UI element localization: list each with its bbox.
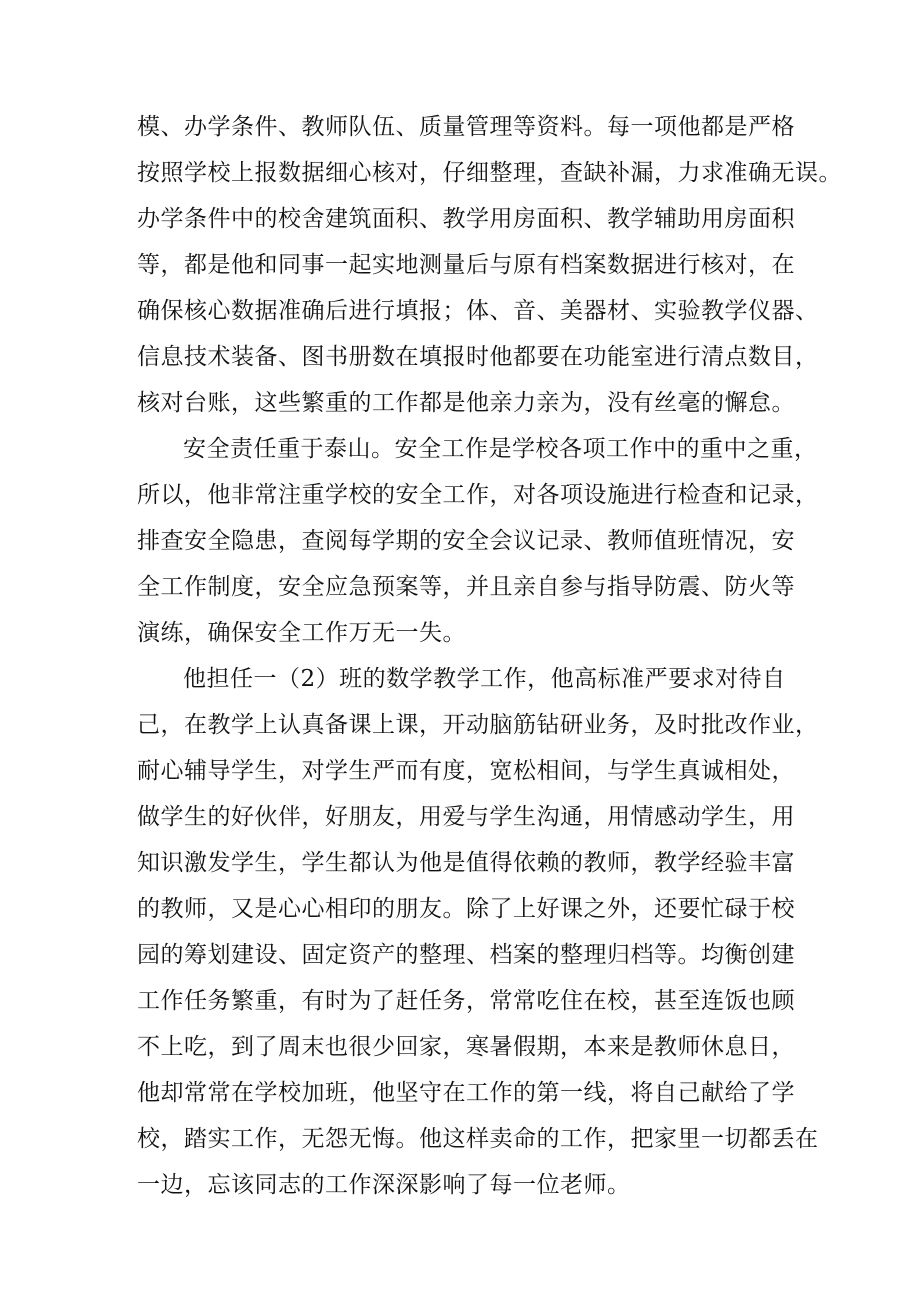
- text-line: 他却常常在学校加班，他坚守在工作的第一线，将自己献给了学: [137, 1080, 795, 1106]
- text-line: 一边，忘该同志的工作深深影响了每一位老师。: [137, 1172, 631, 1198]
- text-line: 确保核心数据准确后进行填报；体、音、美器材、实验教学仪器、: [137, 298, 819, 324]
- text-line: 等，都是他和同事一起实地测量后与原有档案数据进行核对，在: [137, 252, 795, 278]
- text-line: 信息技术装备、图书册数在填报时他都要在功能室进行清点数目，: [137, 344, 819, 370]
- text-line: 己，在教学上认真备课上课，开动脑筋钻研业务，及时批改作业，: [137, 712, 819, 738]
- text-line: 按照学校上报数据细心核对，仔细整理，查缺补漏，力求准确无误。: [137, 160, 842, 186]
- text-line: 核对台账，这些繁重的工作都是他亲力亲为，没有丝毫的懈怠。: [137, 390, 795, 416]
- paragraph-first-line: 安全责任重于泰山。安全工作是学校各项工作中的重中之重，: [183, 436, 818, 462]
- text-line: 的教师，又是心心相印的朋友。除了上好课之外，还要忙碌于校: [137, 896, 795, 922]
- text-line: 耐心辅导学生，对学生严而有度，宽松相间，与学生真诚相处，: [137, 758, 795, 784]
- text-line: 不上吃，到了周末也很少回家，寒暑假期，本来是教师休息日，: [137, 1034, 795, 1060]
- paragraph-first-line: 他担任一（2）班的数学教学工作，他高标准严要求对待自: [183, 666, 786, 692]
- text-line: 做学生的好伙伴，好朋友，用爱与学生沟通，用情感动学生，用: [137, 804, 795, 830]
- text-line: 演练，确保安全工作万无一失。: [137, 620, 466, 646]
- text-line: 全工作制度，安全应急预案等，并且亲自参与指导防震、防火等: [137, 574, 795, 600]
- text-line: 工作任务繁重，有时为了赶任务，常常吃住在校，甚至连饭也顾: [137, 988, 795, 1014]
- text-line: 排查安全隐患，查阅每学期的安全会议记录、教师值班情况，安: [137, 528, 795, 554]
- text-line: 校，踏实工作，无怨无悔。他这样卖命的工作，把家里一切都丢在: [137, 1126, 819, 1152]
- text-line: 所以，他非常注重学校的安全工作，对各项设施进行检查和记录，: [137, 482, 819, 508]
- text-line: 办学条件中的校舍建筑面积、教学用房面积、教学辅助用房面积: [137, 206, 795, 232]
- text-line: 模、办学条件、教师队伍、质量管理等资料。每一项他都是严格: [137, 114, 795, 140]
- text-line: 园的筹划建设、固定资产的整理、档案的整理归档等。均衡创建: [137, 942, 795, 968]
- text-line: 知识激发学生，学生都认为他是值得依赖的教师，教学经验丰富: [137, 850, 795, 876]
